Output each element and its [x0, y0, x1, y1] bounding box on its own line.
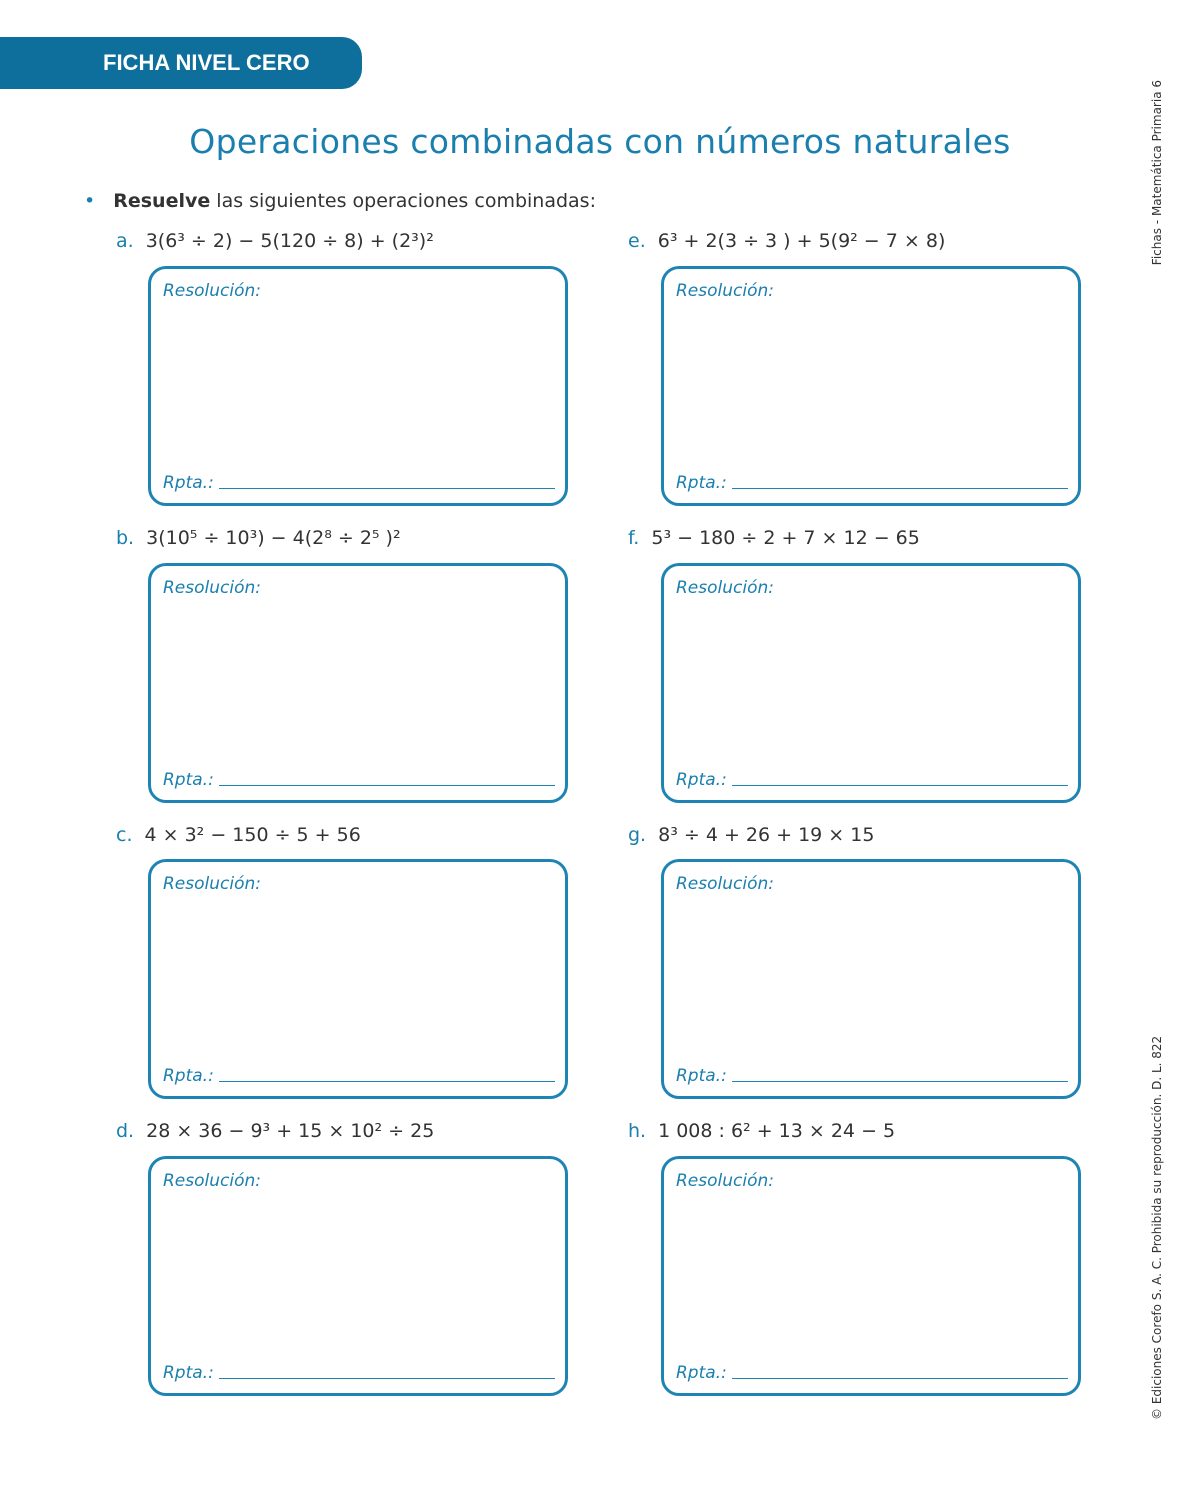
exercise-h-label [628, 1120, 895, 1142]
instruction-text: las siguientes operaciones combinadas: [210, 190, 596, 212]
rpta-label: Rpta.: [163, 770, 214, 790]
exercise-expression: 5³ − 180 ÷ 2 + 7 × 12 − 65 [651, 527, 920, 549]
answer-line[interactable] [732, 488, 1068, 489]
answer-box-e[interactable] [661, 266, 1081, 506]
rpta-label: Rpta.: [163, 1066, 214, 1086]
resolucion-label: Resolución: [676, 281, 774, 301]
page-title: Operaciones combinadas con números naturales [189, 122, 1011, 161]
exercise-expression: 8³ ÷ 4 + 26 + 19 × 15 [658, 824, 875, 846]
answer-box-a[interactable] [148, 266, 568, 506]
exercise-e-label [628, 230, 945, 252]
resolucion-label: Resolución: [676, 874, 774, 894]
exercise-letter: c. [116, 824, 133, 846]
exercise-letter: h. [628, 1120, 647, 1142]
exercise-d-label [116, 1120, 434, 1142]
answer-box-c[interactable] [148, 859, 568, 1099]
resolucion-label: Resolución: [163, 1171, 261, 1191]
exercise-a-label [116, 230, 434, 252]
side-credit-top: Fichas - Matemática Primaria 6 [1150, 80, 1164, 266]
side-credit-bottom: © Ediciones Corefo S. A. C. Prohibida su reproducción. D. L. 822 [1150, 1035, 1164, 1420]
rpta-label: Rpta.: [676, 1363, 727, 1383]
exercise-expression: 4 × 3² − 150 ÷ 5 + 56 [144, 824, 361, 846]
bullet-icon: • [84, 190, 96, 212]
answer-box-h[interactable] [661, 1156, 1081, 1396]
exercise-expression: 28 × 36 − 9³ + 15 × 10² ÷ 25 [146, 1120, 435, 1142]
exercise-g-label [628, 824, 874, 846]
resolucion-label: Resolución: [676, 578, 774, 598]
exercise-f-label [628, 527, 920, 549]
exercise-expression: 3(10⁵ ÷ 10³) − 4(2⁸ ÷ 2⁵ )² [146, 527, 401, 549]
answer-box-g[interactable] [661, 859, 1081, 1099]
exercise-letter: f. [628, 527, 640, 549]
exercise-letter: e. [628, 230, 646, 252]
answer-line[interactable] [219, 785, 555, 786]
header-banner [0, 37, 362, 89]
answer-line[interactable] [732, 1378, 1068, 1379]
answer-box-d[interactable] [148, 1156, 568, 1396]
rpta-label: Rpta.: [163, 1363, 214, 1383]
rpta-label: Rpta.: [676, 1066, 727, 1086]
resolucion-label: Resolución: [163, 578, 261, 598]
rpta-label: Rpta.: [676, 473, 727, 493]
resolucion-label: Resolución: [676, 1171, 774, 1191]
rpta-label: Rpta.: [676, 770, 727, 790]
answer-line[interactable] [219, 1081, 555, 1082]
answer-line[interactable] [732, 785, 1068, 786]
exercise-letter: d. [116, 1120, 135, 1142]
banner-label: FICHA NIVEL CERO [103, 50, 310, 75]
exercise-letter: b. [116, 527, 135, 549]
exercise-b-label [116, 527, 401, 549]
exercise-expression: 1 008 : 6² + 13 × 24 − 5 [658, 1120, 896, 1142]
exercise-letter: g. [628, 824, 647, 846]
resolucion-label: Resolución: [163, 874, 261, 894]
instruction-verb: Resuelve [113, 190, 211, 212]
answer-line[interactable] [219, 488, 555, 489]
exercise-letter: a. [116, 230, 134, 252]
instruction [84, 190, 596, 212]
exercise-c-label [116, 824, 361, 846]
resolucion-label: Resolución: [163, 281, 261, 301]
answer-line[interactable] [732, 1081, 1068, 1082]
answer-line[interactable] [219, 1378, 555, 1379]
exercise-expression: 3(6³ ÷ 2) − 5(120 ÷ 8) + (2³)² [145, 230, 434, 252]
rpta-label: Rpta.: [163, 473, 214, 493]
answer-box-b[interactable] [148, 563, 568, 803]
exercise-expression: 6³ + 2(3 ÷ 3 ) + 5(9² − 7 × 8) [657, 230, 946, 252]
answer-box-f[interactable] [661, 563, 1081, 803]
